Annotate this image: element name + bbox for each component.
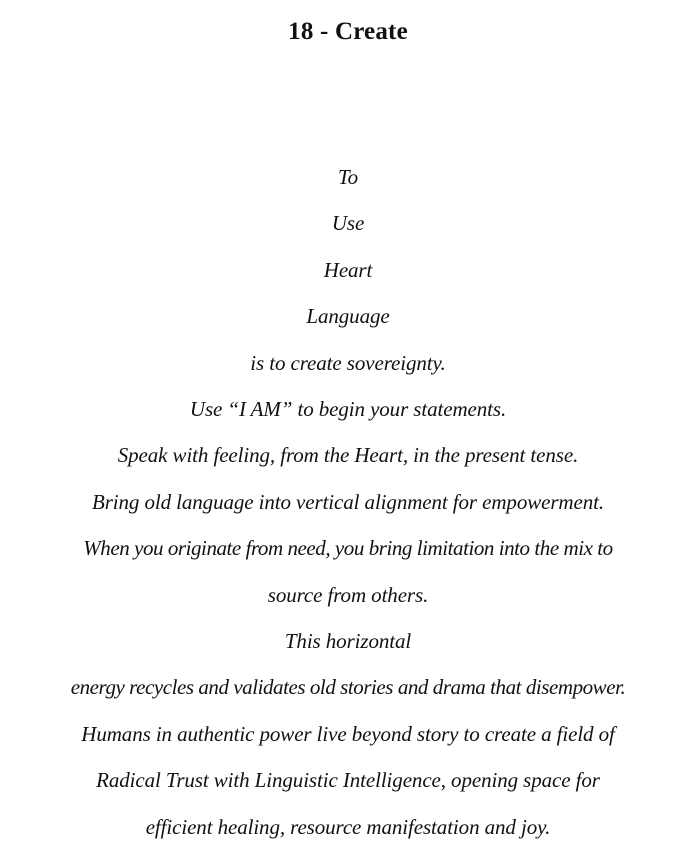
poem-line: To xyxy=(337,165,359,189)
page-title: 18 - Create xyxy=(288,18,408,45)
poem-line: Speak with feeling, from the Heart, in the present tense. xyxy=(117,443,579,468)
poem-body xyxy=(0,154,696,850)
poem-line: source from others. xyxy=(267,582,429,607)
poem-line: is to create sovereignty. xyxy=(250,350,446,375)
poem-line: Use xyxy=(331,211,365,236)
poem-line: Language xyxy=(306,304,390,329)
poem-line: Humans in authentic power live beyond story to create a field of xyxy=(81,721,615,746)
poem-line: Bring old language into vertical alignment for empowerment. xyxy=(91,489,605,514)
poem-line: When you originate from need, you bring limitation into the mix to xyxy=(83,536,613,561)
poem-line: efficient healing, resource manifestation and joy. xyxy=(145,814,551,839)
poem-line: Heart xyxy=(323,257,373,282)
poem-line: This horizontal xyxy=(284,629,412,654)
poem-line: Radical Trust with Linguistic Intelligence, opening space for xyxy=(96,768,600,793)
poem-line: energy recycles and validates old stories and drama that disempower. xyxy=(70,675,626,700)
poem-line: Use “I AM” to begin your statements. xyxy=(189,397,507,422)
